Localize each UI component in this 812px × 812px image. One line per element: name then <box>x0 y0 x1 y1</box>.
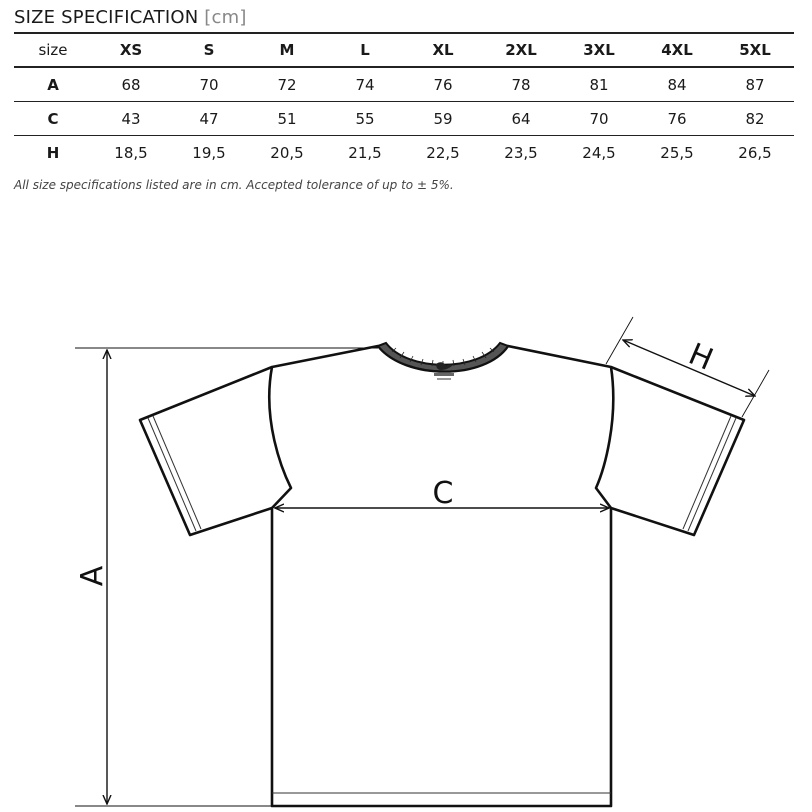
table-cell: 82 <box>716 102 794 136</box>
right-sleeve <box>611 367 744 535</box>
title-unit: [cm] <box>204 7 247 28</box>
column-header: 3XL <box>560 33 638 67</box>
dimension-h-label: H <box>683 336 718 378</box>
table-cell: 81 <box>560 67 638 102</box>
tolerance-note: All size specifications listed are in cm. Accepted tolerance of up to ± 5%. <box>14 178 454 192</box>
title-main: SIZE SPECIFICATION <box>14 7 199 28</box>
dimension-a-label: A <box>75 565 110 587</box>
table-cell: 51 <box>248 102 326 136</box>
table-cell: 72 <box>248 67 326 102</box>
column-header: 5XL <box>716 33 794 67</box>
table-cell: 70 <box>170 67 248 102</box>
table-cell: 26,5 <box>738 143 772 162</box>
table-cell: 78 <box>482 67 560 102</box>
table-cell: 64 <box>482 102 560 136</box>
table-cell: 55 <box>326 102 404 136</box>
column-header: 2XL <box>482 33 560 67</box>
table-cell: 87 <box>716 67 794 102</box>
column-header: M <box>248 33 326 67</box>
sleeve-hem-stitching <box>148 416 736 531</box>
table-cell: 84 <box>638 67 716 102</box>
table-cell: 76 <box>404 67 482 102</box>
table-cell: 76 <box>638 102 716 136</box>
table-cell: 70 <box>560 102 638 136</box>
table-cell: 20,5 <box>270 143 304 162</box>
table-cell: 22,5 <box>426 143 460 162</box>
column-header: S <box>170 33 248 67</box>
tshirt-body <box>269 346 613 806</box>
dimension-a <box>75 348 378 806</box>
column-header: XS <box>92 33 170 67</box>
table-cell: 68 <box>92 67 170 102</box>
table-cell: 18,5 <box>114 143 148 162</box>
table-cell: 24,5 <box>582 143 616 162</box>
table-corner-label: size <box>14 33 92 67</box>
table-cell: 47 <box>170 102 248 136</box>
table-cell: 59 <box>404 102 482 136</box>
table-cell: 19,5 <box>192 143 226 162</box>
table-cell: 43 <box>92 102 170 136</box>
table-cell: 74 <box>326 67 404 102</box>
row-label: H <box>46 143 60 162</box>
table-cell: 23,5 <box>504 143 538 162</box>
table-cell: 21,5 <box>348 143 382 162</box>
table-cell: 25,5 <box>660 143 694 162</box>
column-header: XL <box>404 33 482 67</box>
dimension-c-label: C <box>432 476 454 511</box>
column-header: 4XL <box>638 33 716 67</box>
left-sleeve <box>140 367 272 535</box>
row-label: A <box>14 67 92 102</box>
tshirt-outline <box>140 346 744 806</box>
column-header: L <box>326 33 404 67</box>
row-label: C <box>14 102 92 136</box>
